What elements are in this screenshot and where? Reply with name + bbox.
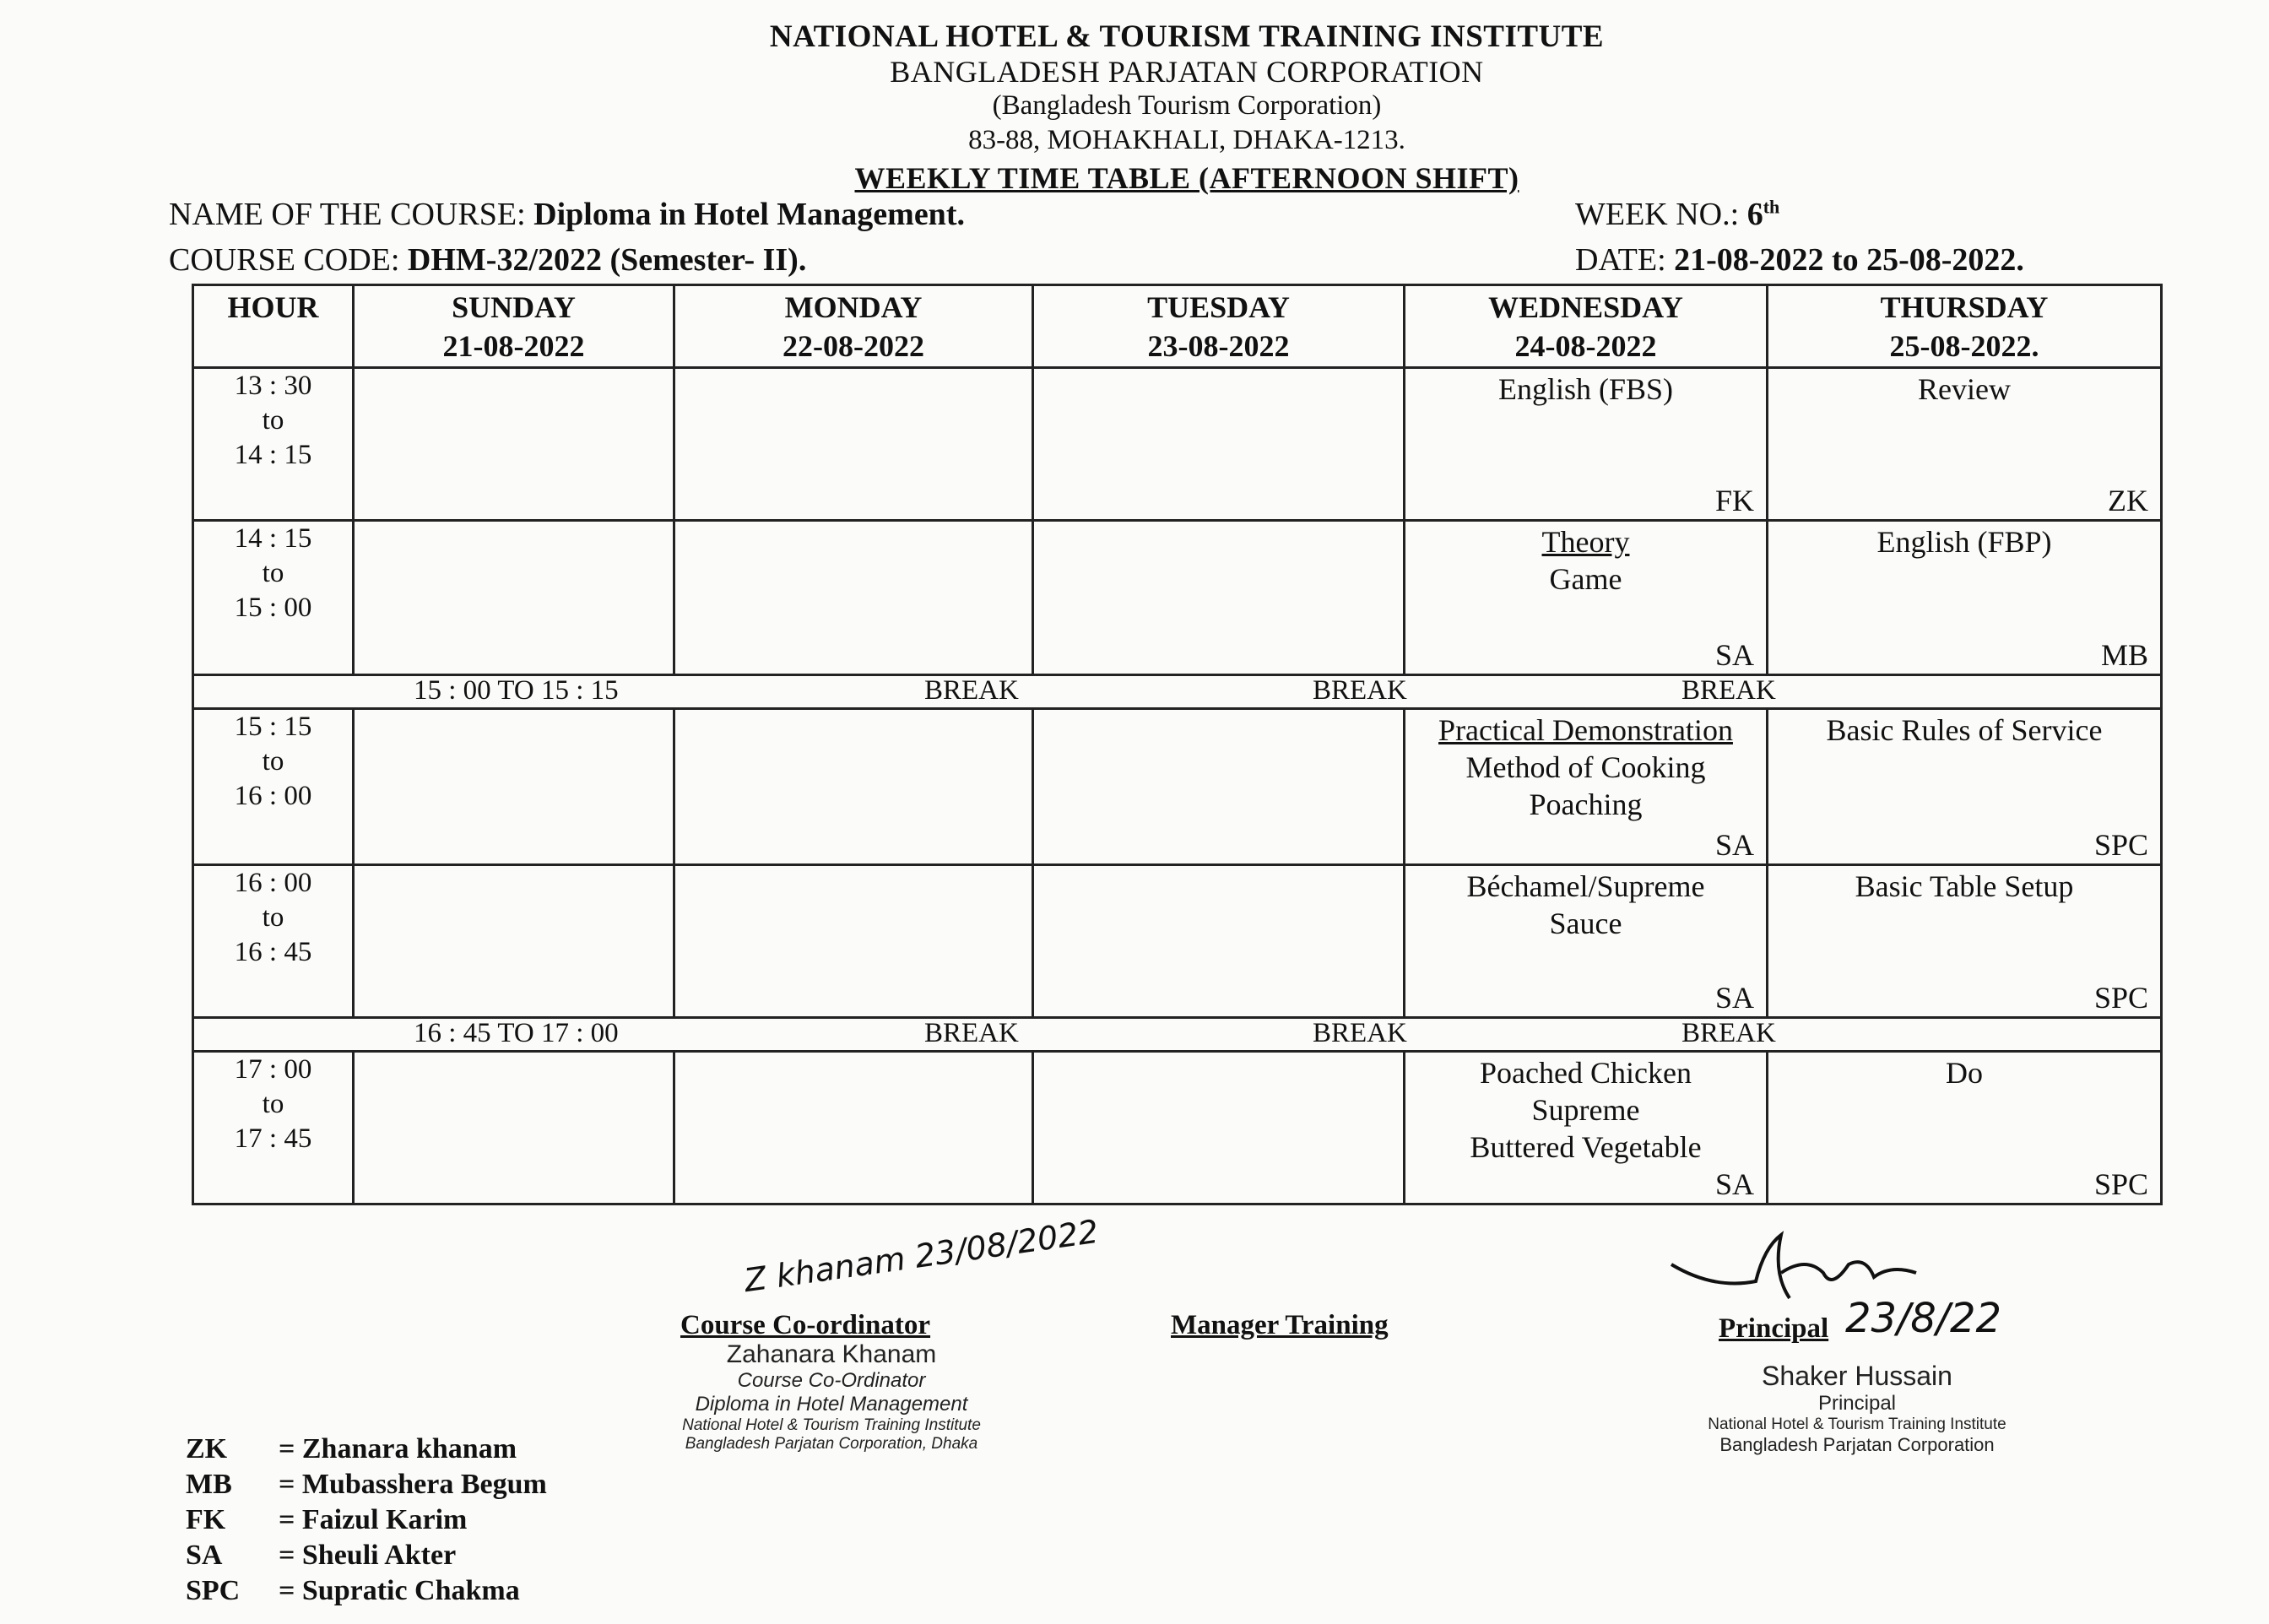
coordinator-title: Course Co-ordinator xyxy=(680,1310,931,1340)
date-label: DATE: xyxy=(1575,242,1666,278)
document-title: WEEKLY TIME TABLE (AFTERNOON SHIFT) xyxy=(854,161,1519,195)
empty-cell xyxy=(354,367,674,520)
corporation-english-name: (Bangladesh Tourism Corporation) xyxy=(992,90,1382,121)
break-time: 16 : 45 TO 17 : 00 xyxy=(414,1018,619,1049)
teacher-legend xyxy=(186,1432,547,1609)
teacher-initials: SPC xyxy=(2093,828,2148,863)
class-cell-thursday: Review ZK xyxy=(1768,367,2162,520)
week-suffix: th xyxy=(1763,196,1780,218)
empty-cell xyxy=(674,708,1033,864)
course-code-label: COURSE CODE: xyxy=(169,242,400,278)
empty-cell xyxy=(354,1051,674,1204)
class-cell-thursday: English (FBP) MB xyxy=(1768,521,2162,675)
legend-item: SA = Sheuli Akter xyxy=(186,1540,457,1571)
empty-cell xyxy=(354,708,674,864)
table-row xyxy=(193,865,2162,1018)
class-cell-wednesday: English (FBS) FK xyxy=(1405,367,1768,520)
teacher-initials: SA xyxy=(1714,638,1754,673)
break-label: BREAK xyxy=(1681,1018,1776,1049)
class-cell-thursday: Do SPC xyxy=(1768,1051,2162,1204)
teacher-initials: SA xyxy=(1714,828,1754,863)
class-cell-wednesday: Theory Game SA xyxy=(1405,521,1768,675)
empty-cell xyxy=(674,521,1033,675)
coordinator-handwritten-signature: Z khanam 23/08/2022 xyxy=(741,1212,1101,1300)
course-code: DHM-32/2022 (Semester- II). xyxy=(407,242,807,278)
principal-title: Principal xyxy=(1719,1313,1829,1344)
table-row xyxy=(193,708,2162,864)
class-cell-thursday: Basic Rules of Service SPC xyxy=(1768,708,2162,864)
empty-cell xyxy=(1033,1051,1405,1204)
break-time: 15 : 00 TO 15 : 15 xyxy=(414,675,619,706)
class-cell-thursday: Basic Table Setup SPC xyxy=(1768,865,2162,1018)
break-label: BREAK xyxy=(924,1018,1019,1049)
legend-item: SPC = Supratic Chakma xyxy=(186,1575,520,1606)
class-cell-wednesday: Poached Chicken Supreme Buttered Vegetable SA xyxy=(1405,1051,1768,1204)
empty-cell xyxy=(1033,708,1405,864)
table-row xyxy=(193,521,2162,675)
break-label: BREAK xyxy=(924,675,1019,706)
break-row xyxy=(193,675,2162,708)
empty-cell xyxy=(674,1051,1033,1204)
teacher-initials: SPC xyxy=(2093,981,2148,1015)
week-label: WEEK NO.: xyxy=(1575,197,1740,232)
empty-cell xyxy=(674,865,1033,1018)
course-code-line xyxy=(169,241,806,279)
empty-cell xyxy=(354,521,674,675)
class-cell-wednesday: Béchamel/Supreme Sauce SA xyxy=(1405,865,1768,1018)
hour-header: HOUR xyxy=(193,285,354,368)
day-header-sunday: SUNDAY 21-08-2022 xyxy=(354,285,674,368)
class-cell-wednesday: Practical Demonstration Method of Cooking Poaching SA xyxy=(1405,708,1768,864)
break-label: BREAK xyxy=(1313,675,1407,706)
principal-stamp: Shaker Hussain Principal National Hotel & Tourism Training Institute Bangladesh Parjatan Corporation xyxy=(1708,1361,2006,1455)
legend-item: ZK = Zhanara khanam xyxy=(186,1433,517,1464)
timetable-header-row xyxy=(193,285,2162,368)
day-header-thursday: THURSDAY 25-08-2022. xyxy=(1768,285,2162,368)
empty-cell xyxy=(1033,521,1405,675)
coordinator-stamp: Zahanara Khanam Course Co-Ordinator Diploma in Hotel Management National Hotel & Tourism Training Institute Bangladesh Parjatan Corporation, Dhaka xyxy=(682,1340,981,1453)
week-number-line xyxy=(1575,196,1779,233)
day-header-monday: MONDAY 22-08-2022 xyxy=(674,285,1033,368)
teacher-initials: FK xyxy=(1714,484,1754,518)
teacher-initials: SA xyxy=(1714,1167,1754,1201)
empty-cell xyxy=(354,865,674,1018)
course-name: Diploma in Hotel Management. xyxy=(533,197,965,232)
empty-cell xyxy=(1033,367,1405,520)
teacher-initials: SPC xyxy=(2093,1167,2148,1201)
principal-handwritten-date: 23/8/22 xyxy=(1845,1295,2002,1342)
legend-item: FK = Faizul Karim xyxy=(186,1504,468,1535)
manager-training-title: Manager Training xyxy=(1171,1310,1389,1340)
hour-cell: 17 : 00 to 17 : 45 xyxy=(193,1051,354,1204)
empty-cell xyxy=(674,367,1033,520)
table-row xyxy=(193,367,2162,520)
hour-cell: 15 : 15 to 16 : 00 xyxy=(193,708,354,864)
institute-name: NATIONAL HOTEL & TOURISM TRAINING INSTITUTE xyxy=(769,19,1605,54)
legend-item: MB = Mubasshera Begum xyxy=(186,1469,547,1500)
timetable xyxy=(192,284,2163,1205)
hour-cell: 13 : 30 to 14 : 15 xyxy=(193,367,354,520)
course-name-line xyxy=(169,196,965,233)
teacher-initials: MB xyxy=(2100,638,2148,673)
date-line xyxy=(1575,241,2024,279)
break-row xyxy=(193,1018,2162,1051)
address: 83-88, MOHAKHALI, DHAKA-1213. xyxy=(968,125,1405,155)
hour-cell: 16 : 00 to 16 : 45 xyxy=(193,865,354,1018)
table-row xyxy=(193,1051,2162,1204)
week-value: 6 xyxy=(1746,197,1763,232)
date-range: 21-08-2022 to 25-08-2022. xyxy=(1674,242,2024,278)
empty-cell xyxy=(1033,865,1405,1018)
corporation-name: BANGLADESH PARJATAN CORPORATION xyxy=(890,55,1484,89)
break-label: BREAK xyxy=(1681,675,1776,706)
day-header-tuesday: TUESDAY 23-08-2022 xyxy=(1033,285,1405,368)
teacher-initials: SA xyxy=(1714,981,1754,1015)
break-label: BREAK xyxy=(1313,1018,1407,1049)
course-name-label: NAME OF THE COURSE: xyxy=(169,197,526,232)
day-header-wednesday: WEDNESDAY 24-08-2022 xyxy=(1405,285,1768,368)
hour-cell: 14 : 15 to 15 : 00 xyxy=(193,521,354,675)
teacher-initials: ZK xyxy=(2108,484,2148,518)
